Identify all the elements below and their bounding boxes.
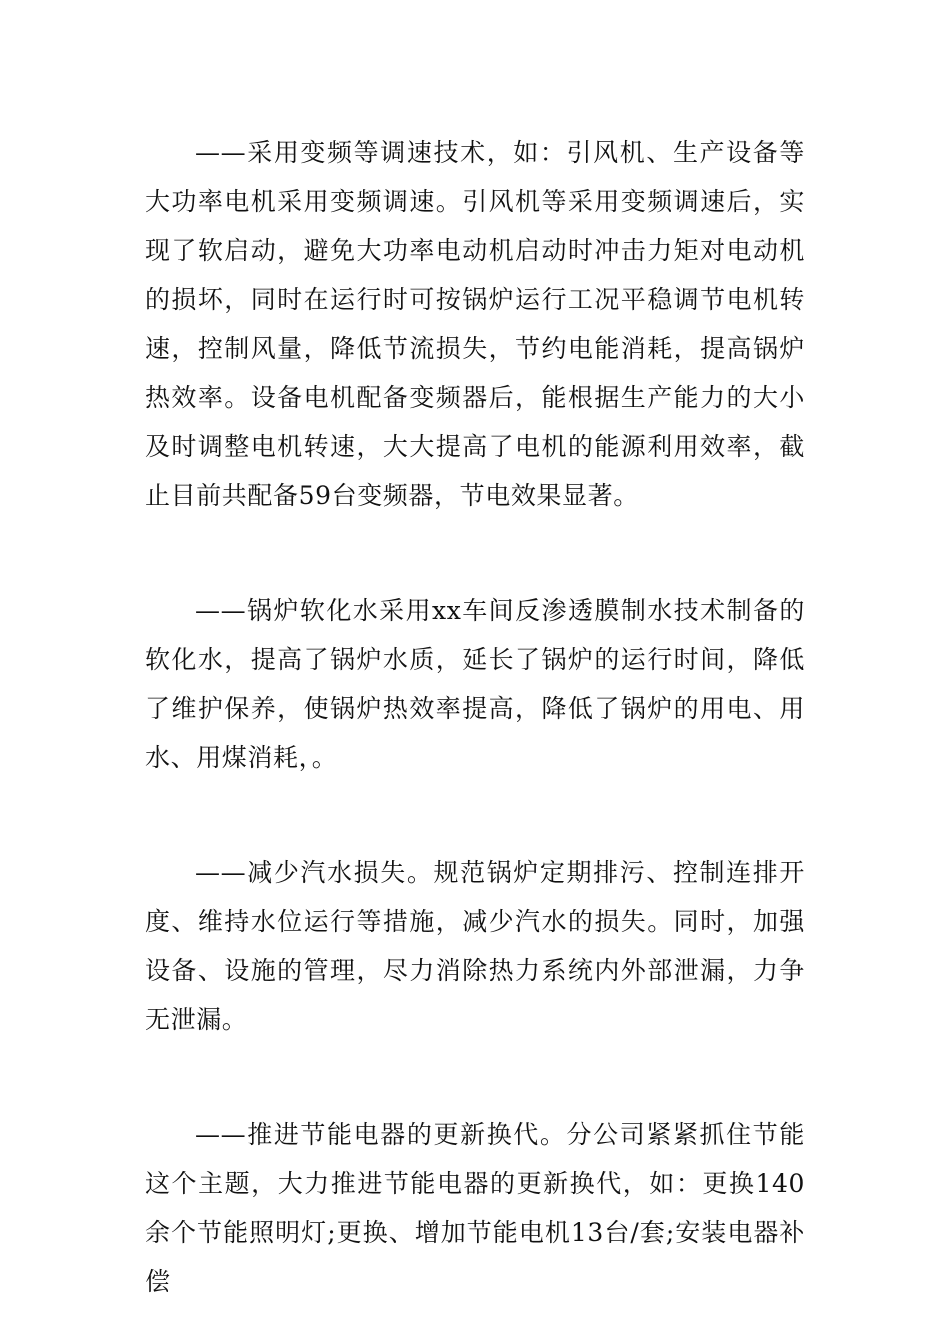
document-body (145, 128, 805, 1306)
paragraph-softened-water: ——锅炉软化水采用xx车间反渗透膜制水技术制备的软化水，提高了锅炉水质，延长了锅炉的运行时间，降低了维护保养，使锅炉热效率提高，降低了锅炉的用电、用水、用煤消耗，。 (145, 596, 805, 772)
paragraph-energy-saving-appliances: ——推进节能电器的更新换代。分公司紧紧抓住节能这个主题，大力推进节能电器的更新换代，如：更换140余个节能照明灯;更换、增加节能电机13台/套;安装电器补偿 (145, 1120, 805, 1296)
paragraph-variable-frequency: ——采用变频等调速技术，如：引风机、生产设备等大功率电机采用变频调速。引风机等采用变频调速后，实现了软启动，避免大功率电动机启动时冲击力矩对电动机的损坏，同时在运行时可按锅炉运行工况平稳调节电机转速，控制风量，降低节流损失，节约电能消耗，提高锅炉热效率。设备电机配备变频器后，能根据生产能力的大小及时调整电机转速，大大提高了电机的能源利用效率，截止目前共配备59台变频器，节电效果显著。 (145, 138, 805, 510)
paragraph-steam-water-loss: ——减少汽水损失。规范锅炉定期排污、控制连排开度、维持水位运行等措施，减少汽水的损失。同时，加强设备、设施的管理，尽力消除热力系统内外部泄漏，力争无泄漏。 (145, 858, 805, 1034)
